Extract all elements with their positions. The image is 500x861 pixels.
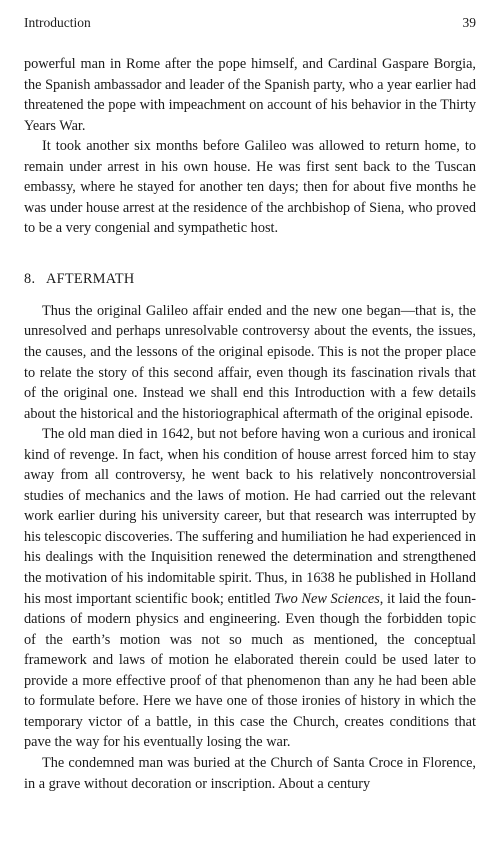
section-title: AFTERMATH — [46, 270, 135, 287]
paragraph-text: , it laid the foundations of modern physics and engineering. Even though the forbidden topic of the earth’s motion was not so much as mentioned, the conceptual framework and laws of motion he elaborated therein could be used later to provide a more effective proof of that phenomenon than any he had been able to formulate before. Here we have one of those ironies of history in which the temporary victor of a battle, in this case the Church, creates conditions that pave the way for his eventually losing the war. — [24, 590, 476, 751]
running-head — [24, 14, 476, 32]
page-number: 39 — [462, 15, 476, 30]
book-page — [24, 14, 476, 794]
paragraph-continued: powerful man in Rome after the pope himself, and Cardinal Gaspare Borgia, the Spanish ambassador and leader of the Spanish party, who a year earlier had threatened the pope with impeachment on account of his behavior in the Thirty Years War. — [24, 56, 476, 134]
running-title: Introduction — [24, 15, 91, 30]
paragraph: It took another six months before Galileo was allowed to return home, to remain under arrest in his own house. He was first sent back to the Tuscan embassy, where he stayed for another ten days; then for about five months he was under house arrest at the residence of the archbishop of Siena, who proved to be a very congenial and sympathetic host. — [24, 138, 476, 237]
section-heading — [24, 269, 476, 289]
paragraph: The condemned man was buried at the Church of Santa Croce in Florence, in a grave without decoration or inscription. About a century — [24, 754, 476, 792]
book-title: Two New Sciences — [274, 590, 380, 607]
body-text — [24, 54, 476, 794]
paragraph — [24, 424, 476, 753]
paragraph-text: The old man died in 1642, but not before having won a curious and ironical kind of revenge. In fact, when his condition of house arrest forced him to stay away from all controversy, he went back to his relatively noncontroversial studies of mechanics and the laws of motion. He had carried out the relevant work earlier during his university career, but that research was interrupted by his telescopic discoveries. The suffering and humiliation he had experienced in his dealings with the Inquisition renewed the determination and strengthened the motivation of his indomitable spirit. Thus, in 1638 he published in Holland his most important scientific book; entitled — [24, 426, 476, 607]
paragraph: Thus the original Galileo affair ended and the new one began—that is, the unresolved and perhaps unresolvable controversy about the events, the issues, the causes, and the lessons of the original episode. This is not the proper place to relate the story of this second affair, even though its fascination rivals that of the original one. Instead we shall end this Introduction with a few details about the historical and the historiographical aftermath of the original episode. — [24, 302, 476, 422]
section-number: 8. — [24, 270, 36, 287]
